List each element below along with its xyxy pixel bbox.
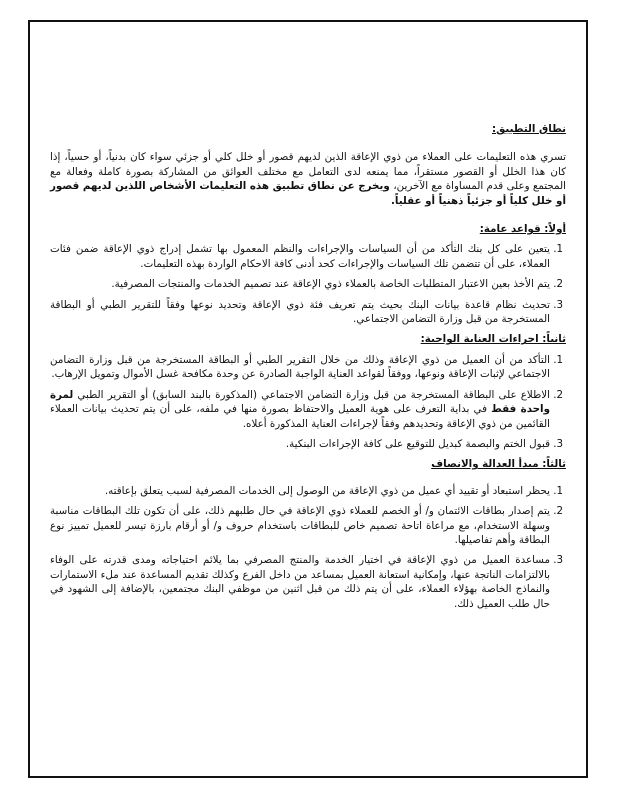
list-item: 2. يتم إصدار بطاقات الائتمان و/ أو الخصم للعملاء ذوي الإعاقة في حال طلبهم ذلك، على أن تكون تلك البطاقات مناسبة وسهلة الاستخدام، مع مراعاة اتاحة تصميم خاص للبطاقات باستخدام حروف و/ أو أرقام بارزة تيسر للعميل تمييز نوع البطاقة وأهم تفاصيلها. bbox=[50, 504, 550, 547]
fairness-section bbox=[50, 457, 566, 611]
general-rules-heading: أولاً: قواعد عامة: bbox=[479, 223, 566, 236]
document-body bbox=[50, 122, 566, 617]
list-item: 3. تحديث نظام قاعدة بيانات البنك بحيث يتم تعريف فئة ذوي الإعاقة وتحديد نوعها وفقاً للتقرير الطبي أو البطاقة المستخرجة من قبل وزارة التضامن الاجتماعي. bbox=[50, 298, 550, 327]
due-diligence-list bbox=[50, 353, 566, 451]
general-rules-list bbox=[50, 242, 566, 326]
list-item: 1. التأكد من أن العميل من ذوي الإعاقة وذلك من خلال التقرير الطبي أو البطاقة المستخرجة من قبل وزارة التضامن الاجتماعي لإثبات الإعاقة ونوعها، ووفقاً لقواعد العناية الواجبة الصادرة عن وحدة مكافحة غسل الأموال وتمويل الإرهاب. bbox=[50, 353, 550, 382]
document-page bbox=[28, 20, 588, 778]
scope-paragraph bbox=[50, 150, 566, 208]
due-diligence-section bbox=[50, 332, 566, 451]
list-item: 3. قبول الختم والبصمة كبديل للتوقيع على كافة الإجراءات البنكية. bbox=[50, 437, 550, 451]
item-text: الاطلاع على البطاقة المستخرجة من قبل وزارة التضامن الاجتماعي (المذكورة بالبند السابق) أو التقرير الطبي bbox=[73, 388, 550, 401]
scope-text: تسري هذه التعليمات على العملاء من ذوي الإعاقة الذين لديهم قصور أو خلل كلي أو جزئي سواء كان بدنياً، أو حسياً، إذا كان هذا الخلل أو القصور مستقراً، مما يمنعه لدى التعامل مع مختلف العوائق من المشاركة بصورة كاملة وفعالة مع المجتمع وعلى قدم المساواة مع الآخرين، bbox=[50, 151, 566, 193]
scope-exclusion-text: ويخرج عن نطاق تطبيق هذه التعليمات الأشخاص اللذين لديهم قصور أو خلل كلياً أو جزئياً ذهنياً أو عقلياً. bbox=[50, 180, 566, 207]
list-item: 1. يحظر استبعاد أو تقييد أي عميل من ذوي الإعاقة من الوصول إلى الخدمات المصرفية لسبب يتعلق بإعاقته. bbox=[50, 484, 550, 498]
list-item bbox=[50, 388, 550, 431]
list-item: 3. مساعدة العميل من ذوي الإعاقة في اختيار الخدمة والمنتج المصرفي بما يلائم احتياجاته ومدى قدرته على الوفاء بالالتزامات الناتجة عنها، وإمكانية استعانة العميل بمساعد من داخل الفرع وكذلك تقديم المساعدة عند ملء الاستمارات والنماذج الخاصة بهؤلاء العملاء، على أن يتم ذلك من قبل اثنين من موظفي البنك مجتمعين، بالإضافة إلى الشهود في حال طلب العميل ذلك. bbox=[50, 553, 550, 611]
fairness-heading: ثالثاً: مبدأ العدالة والانصاف bbox=[431, 458, 566, 471]
item-bold-text: لمرة واحدة فقط bbox=[50, 388, 550, 416]
scope-heading: نطاق التطبيق: bbox=[492, 123, 566, 135]
due-diligence-heading: ثانياً: اجراءات العناية الواجبة: bbox=[420, 333, 566, 346]
list-item: 2. يتم الأخذ بعين الاعتبار المتطلبات الخاصة بالعملاء ذوي الإعاقة عند تصميم الخدمات والمنتجات المصرفية. bbox=[50, 277, 550, 291]
general-rules-section bbox=[50, 222, 566, 326]
item-text: في بداية التعرف على هوية العميل والاحتفاظ بصورة منها في ملفه، على أن يتم تحديث بيانات العملاء القائمين من ذوي الإعاقة وتحديدهم وفقاً لإجراءات العناية المذكورة أعلاه. bbox=[50, 403, 550, 430]
list-item: 1. يتعين على كل بنك التأكد من أن السياسات والإجراءات والنظم المعمول بها تشمل إدراج ذوي الإعاقة ضمن فئات العملاء، على أن تتضمن تلك السياسات والإجراءات كحد أدنى كافة الاحكام الواردة بهذه التعليمات. bbox=[50, 242, 550, 271]
fairness-list bbox=[50, 484, 566, 611]
